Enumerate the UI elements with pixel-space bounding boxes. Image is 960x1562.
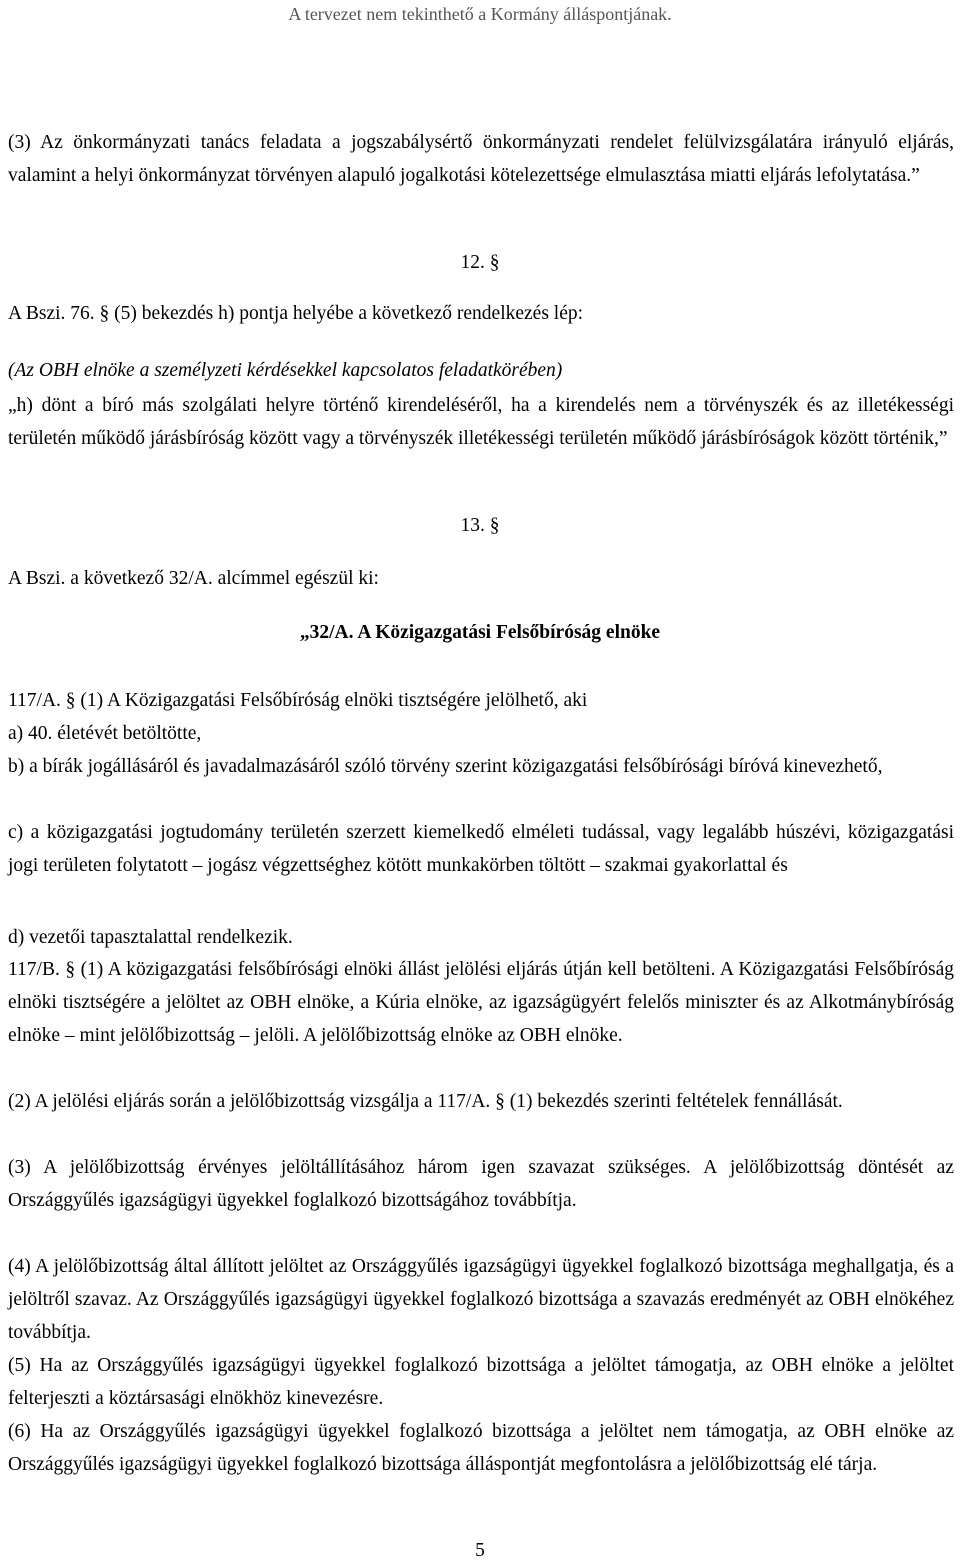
page-number: 5: [475, 1540, 485, 1561]
section-12-text: A Bszi. 76. § (5) bekezdés h) pontja helyébe a következő rendelkezés lép:: [8, 303, 584, 324]
section-117a-b: b) a bírák jogállásáról és javadalmazásáról szóló törvény szerint közigazgatási felsőbírósági bíróvá kinevezhető,: [8, 756, 883, 777]
section-117a-d: d) vezetői tapasztalattal rendelkezik.: [8, 927, 293, 948]
section-117a-1: 117/A. § (1) A Közigazgatási Felsőbíróság elnöki tisztségére jelölhető, aki: [8, 690, 588, 711]
section-117a-c: c) a közigazgatási jogtudomány területén szerzett kiemelkedő elméleti tudással, vagy legalább húszévi, közigazgatási jogi területen folytatott – jogász végzettséghez kötött munkakörben töltött – szakmai gyakorlattal és: [8, 822, 954, 876]
section-117b-4: (4) A jelölőbizottság által állított jelöltet az Országgyűlés igazságügyi ügyekkel foglalkozó bizottsága meghallgatja, és a jelöltről szavaz. Az Országgyűlés igazságügyi ügyekkel foglalkozó bizottsága a szavazás eredményét az OBH elnökéhez továbbítja.: [8, 1256, 954, 1343]
section-117a-a: a) 40. életévét betöltötte,: [8, 723, 202, 744]
section-12-point-h: „h) dönt a bíró más szolgálati helyre történő kirendeléséről, ha a kirendelés nem a törvényszék és az illetékességi területén működő járásbíróság között vagy a törvényszék illetékességi területén működő járásbíróságok között történik,”: [8, 395, 954, 449]
paragraph-intro: (3) Az önkormányzati tanács feladata a jogszabálysértő önkormányzati rendelet felülvizsgálatára irányuló eljárás, valamint a helyi önkormányzat törvényen alapuló jogalkotási kötelezettsége elmulasztása miatti eljárás lefolytatása.”: [8, 132, 954, 186]
section-117b-1: 117/B. § (1) A közigazgatási felsőbírósági elnöki állást jelölési eljárás útján kell betölteni. A Közigazgatási Felsőbíróság elnöki tisztségére a jelöltet az OBH elnöke, a Kúria elnöke, az igazságügyért felelős miniszter és az Alkotmánybíróság elnöke – mint jelölőbizottság – jelöli. A jelölőbizottság elnöke az OBH elnöke.: [8, 959, 954, 1046]
section-117b-5: (5) Ha az Országgyűlés igazságügyi ügyekkel foglalkozó bizottsága a jelöltet támogatja, az OBH elnöke a jelöltet felterjeszti a köztársasági elnökhöz kinevezésre.: [8, 1355, 954, 1409]
section-117b-6: (6) Ha az Országgyűlés igazságügyi ügyekkel foglalkozó bizottsága a jelöltet nem támogatja, az OBH elnöke az Országgyűlés igazságügyi ügyekkel foglalkozó bizottsága álláspontját megfontolásra a jelölőbizottság elé tárja.: [8, 1421, 954, 1475]
page-header: A tervezet nem tekinthető a Kormány álláspontjának.: [288, 4, 672, 24]
section-13-heading: 13. §: [460, 515, 500, 536]
section-13-text: A Bszi. a következő 32/A. alcímmel egészül ki:: [8, 568, 379, 589]
section-117b-3: (3) A jelölőbizottság érvényes jelöltállításához három igen szavazat szükséges. A jelölőbizottság döntését az Országgyűlés igazságügyi ügyekkel foglalkozó bizottságához továbbítja.: [8, 1157, 954, 1211]
section-12-context: (Az OBH elnöke a személyzeti kérdésekkel kapcsolatos feladatkörében): [8, 360, 563, 381]
subtitle-32a: „32/A. A Közigazgatási Felsőbíróság elnöke: [299, 622, 661, 643]
section-12-heading: 12. §: [460, 252, 500, 273]
section-117b-2: (2) A jelölési eljárás során a jelölőbizottság vizsgálja a 117/A. § (1) bekezdés szerinti feltételek fennállását.: [8, 1091, 843, 1112]
